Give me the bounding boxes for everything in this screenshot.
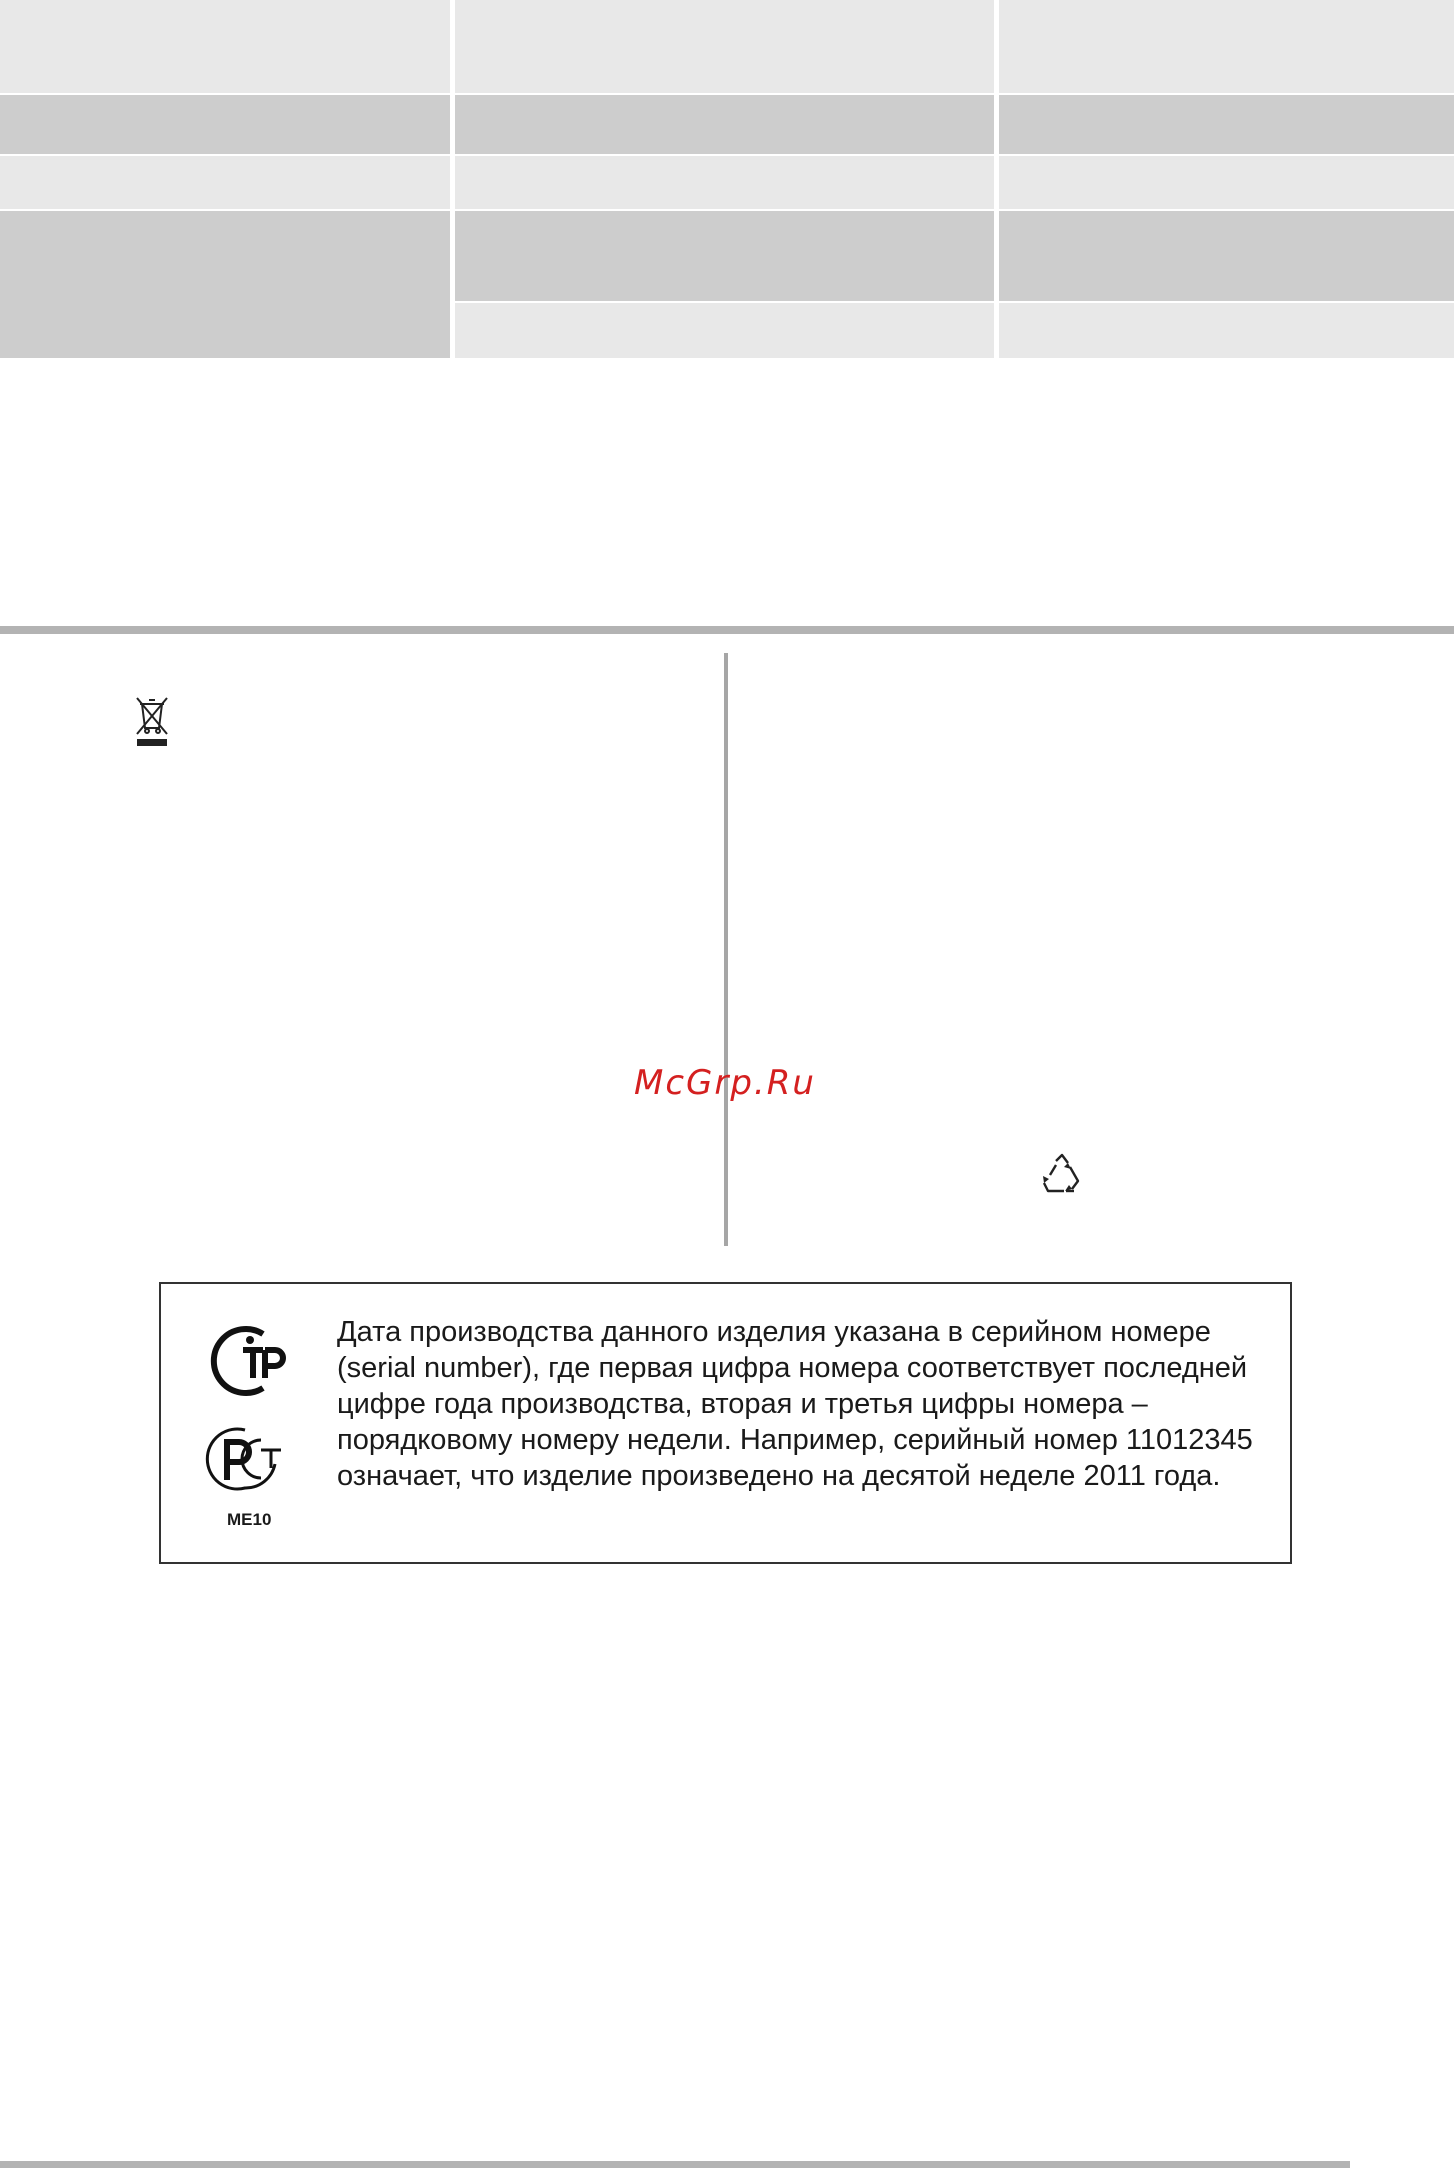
table-cell — [455, 156, 994, 209]
table-cell — [0, 211, 450, 358]
table-cell — [455, 95, 994, 154]
table-cell — [999, 211, 1454, 301]
table-cell — [455, 0, 994, 93]
table-cell — [455, 303, 994, 358]
table-cell — [0, 156, 450, 209]
production-date-text: Дата производства данного изделия указана в серийном номере (serial number), где первая цифра номера соответствует последней цифре года производства, вторая и третья цифры номера – порядковому номеру недели. Например, серийный номер 11012345 означает, что изделие произведено на десятой неделе 2011 года. — [337, 1316, 1253, 1492]
table-cell — [999, 0, 1454, 93]
watermark: McGrp.Ru — [634, 1063, 816, 1103]
footer-rule — [0, 2161, 1350, 2168]
weee-bin-icon — [133, 694, 171, 748]
pct-logo — [205, 1424, 287, 1494]
eac-logo — [205, 1320, 287, 1402]
recycle-icon — [1040, 1153, 1084, 1197]
table-cell — [0, 95, 450, 154]
table-cell — [0, 0, 450, 93]
spec-table — [0, 0, 1454, 358]
table-cell — [999, 156, 1454, 209]
column-divider — [724, 653, 728, 1246]
table-cell — [455, 211, 994, 301]
certification-code: ME10 — [227, 1510, 272, 1529]
table-cell — [999, 95, 1454, 154]
section-divider — [0, 626, 1454, 634]
production-date-notice — [159, 1282, 1292, 1564]
table-cell — [999, 303, 1454, 358]
